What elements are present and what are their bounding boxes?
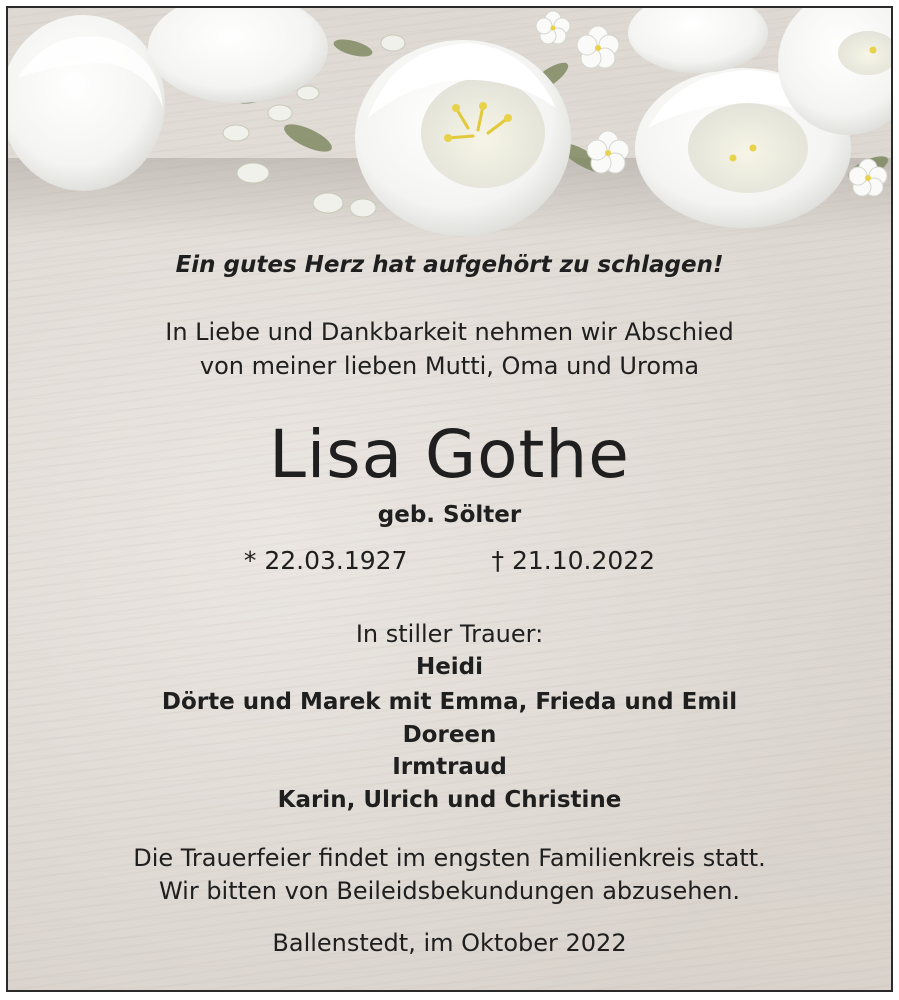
maiden-name: geb. Sölter bbox=[377, 502, 522, 528]
mourner-name: Karin, Ulrich und Christine bbox=[277, 787, 622, 813]
mourner-name: Dörte und Marek mit Emma, Frieda und Emil bbox=[161, 689, 738, 715]
life-dates bbox=[8, 546, 891, 575]
motto: Ein gutes Herz hat aufgehört zu schlagen! bbox=[175, 252, 724, 278]
obituary-text bbox=[8, 8, 891, 990]
funeral-note-line-2: Wir bitten von Beileidsbekundungen abzusehen. bbox=[158, 877, 741, 905]
mourner-name: Heidi bbox=[415, 654, 484, 680]
intro-line-1: In Liebe und Dankbarkeit nehmen wir Abschied bbox=[165, 318, 734, 346]
mourner-name: Doreen bbox=[402, 722, 497, 748]
death-date: † 21.10.2022 bbox=[491, 546, 656, 575]
mourner-name: Irmtraud bbox=[392, 754, 507, 780]
deceased-name: Lisa Gothe bbox=[269, 416, 630, 493]
funeral-note-line-1: Die Trauerfeier findet im engsten Familienkreis statt. bbox=[133, 844, 766, 872]
obituary-frame bbox=[6, 6, 893, 992]
intro-line-2: von meiner lieben Mutti, Oma und Uroma bbox=[199, 352, 700, 380]
mourning-heading: In stiller Trauer: bbox=[355, 620, 544, 648]
birth-date: * 22.03.1927 bbox=[243, 546, 408, 575]
place-and-date: Ballenstedt, im Oktober 2022 bbox=[272, 929, 627, 957]
